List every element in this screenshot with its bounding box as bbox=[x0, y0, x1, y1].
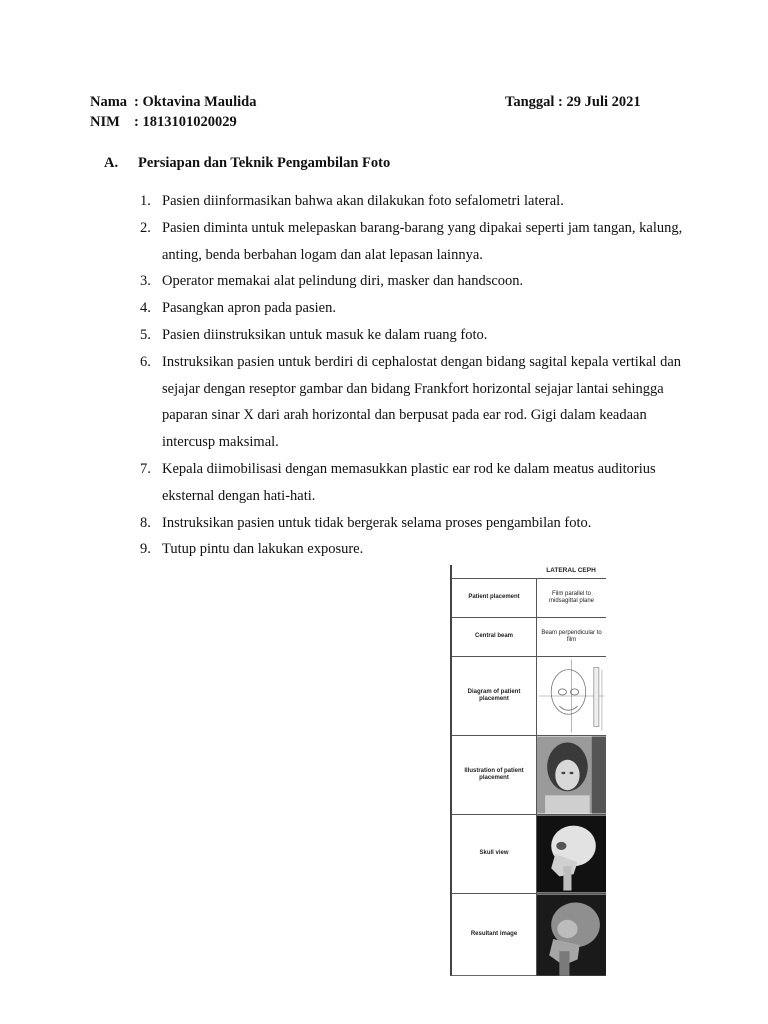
list-item bbox=[140, 215, 700, 269]
step-text: Tutup pintu dan lakukan exposure. bbox=[162, 541, 364, 558]
step-number: 8. bbox=[140, 514, 151, 531]
figure-row-illustration bbox=[452, 736, 606, 815]
step-text: Instruksikan pasien untuk tidak bergerak selama proses pengambilan foto. bbox=[162, 514, 592, 531]
figure-row-label: Diagram of patient placement bbox=[452, 657, 537, 735]
list-item bbox=[140, 456, 700, 510]
lateral-ceph-figure bbox=[450, 565, 606, 976]
step-number: 3. bbox=[140, 273, 151, 290]
name-line bbox=[90, 94, 256, 111]
step-number: 1. bbox=[140, 193, 151, 209]
figure-row-diagram bbox=[452, 657, 606, 736]
step-number: 2. bbox=[140, 219, 151, 236]
figure-row-patient-placement bbox=[452, 579, 606, 618]
figure-column-header: LATERAL CEPH bbox=[536, 565, 606, 579]
figure-row-resultant-image bbox=[452, 894, 606, 976]
list-item bbox=[140, 188, 700, 215]
step-text: Pasien diminta untuk melepaskan barang-barang yang dipakai seperti jam tangan, kalung, anting, benda berbahan logam dan alat lepasan lainnya. bbox=[162, 219, 683, 263]
step-text: Operator memakai alat pelindung diri, masker dan handscoon. bbox=[162, 273, 524, 290]
section-title: Persiapan dan Teknik Pengambilan Foto bbox=[138, 155, 391, 171]
step-text: Kepala diimobilisasi dengan memasukkan plastic ear rod ke dalam meatus auditorius eksternal dengan hati-hati. bbox=[162, 460, 656, 504]
nim-line bbox=[90, 114, 237, 131]
nim-label: NIM bbox=[90, 114, 120, 130]
figure-column-header-row bbox=[452, 565, 606, 579]
figure-row-label: Central beam bbox=[452, 618, 537, 656]
figure-row-central-beam bbox=[452, 618, 606, 657]
list-item bbox=[140, 536, 700, 563]
resultant-image-cell bbox=[537, 894, 606, 976]
list-item bbox=[140, 322, 700, 349]
figure-row-label: Skull view bbox=[452, 815, 537, 893]
section-heading bbox=[104, 155, 390, 172]
list-item bbox=[140, 268, 700, 295]
figure-row-label: Illustration of patient placement bbox=[452, 736, 537, 814]
figure-row-skull-view bbox=[452, 815, 606, 894]
list-item bbox=[140, 349, 700, 456]
name-label: Nama bbox=[90, 94, 128, 110]
step-number: 6. bbox=[140, 353, 151, 370]
step-text: Pasien diinstruksikan untuk masuk ke dalam ruang foto. bbox=[162, 326, 488, 343]
figure-row-content: Beam perpendicular to film bbox=[541, 629, 602, 643]
radiograph-image bbox=[537, 894, 606, 976]
name-value: : Oktavina Maulida bbox=[134, 94, 257, 110]
step-number: 4. bbox=[140, 300, 151, 317]
step-text: Pasien diinformasikan bahwa akan dilakukan foto sefalometri lateral. bbox=[162, 193, 564, 209]
list-item bbox=[140, 510, 700, 537]
skull-view-cell bbox=[537, 815, 606, 893]
figure-row-label: Patient placement bbox=[452, 579, 537, 617]
patient-photo-image bbox=[537, 736, 606, 814]
nim-value: : 1813101020029 bbox=[134, 114, 237, 130]
illustration-cell bbox=[537, 736, 606, 814]
date-text: Tanggal : 29 Juli 2021 bbox=[505, 94, 641, 110]
step-number: 9. bbox=[140, 541, 151, 558]
figure-corner-cell bbox=[452, 565, 536, 579]
figure-row-content: Film parallel to midsagittal plane bbox=[548, 590, 595, 604]
step-number: 5. bbox=[140, 326, 151, 343]
section-letter: A. bbox=[104, 155, 119, 171]
step-text: Instruksikan pasien untuk berdiri di cephalostat dengan bidang sagital kepala vertikal dan sejajar dengan reseptor gambar dan bidang Frankfort horizontal sejajar lantai sehingga paparan sinar X dari arah horizontal dan berpusat pada ear rod. Gigi dalam keadaan intercusp maksimal. bbox=[162, 353, 682, 451]
steps-list bbox=[140, 188, 700, 563]
step-text: Pasangkan apron pada pasien. bbox=[162, 300, 336, 317]
skull-diagram-image bbox=[537, 657, 606, 735]
figure-row-label: Resultant image bbox=[452, 894, 537, 976]
diagram-cell bbox=[537, 657, 606, 735]
skull-view-image bbox=[537, 815, 606, 893]
list-item bbox=[140, 295, 700, 322]
step-number: 7. bbox=[140, 460, 151, 477]
